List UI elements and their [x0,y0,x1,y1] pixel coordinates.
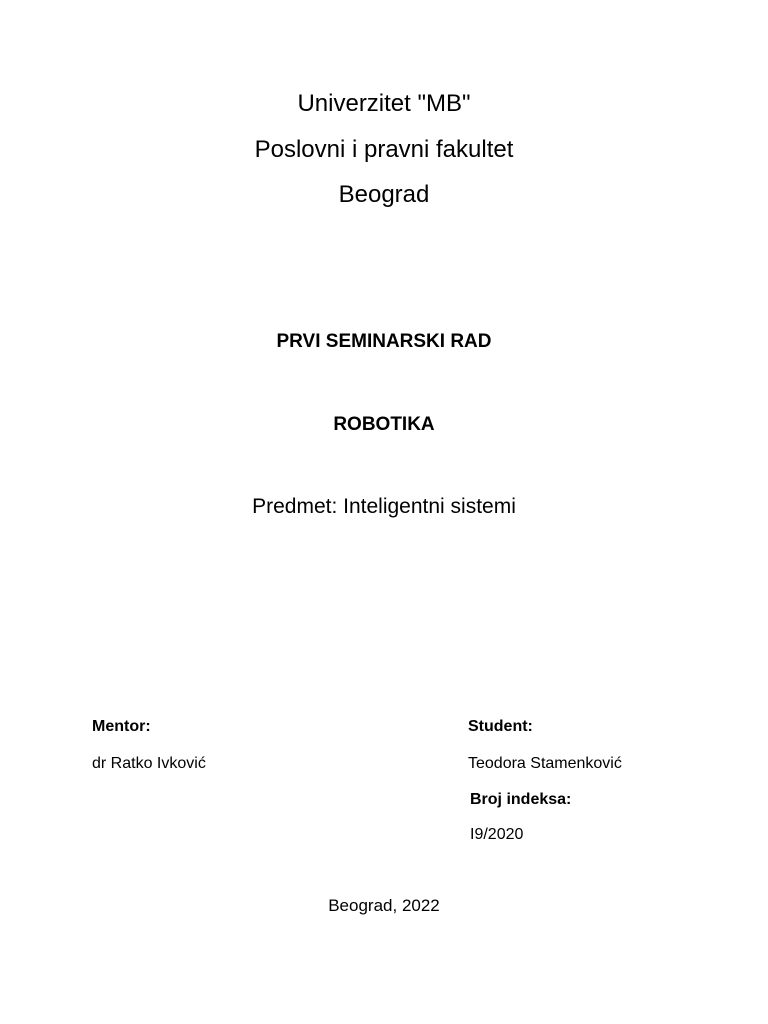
mentor-name: dr Ratko Ivković [92,755,206,772]
city-name: Beograd [338,181,430,208]
faculty-name: Poslovni i pravni fakultet [254,136,514,163]
topic-title: ROBOTIKA [333,414,435,435]
seminar-title: PRVI SEMINARSKI RAD [276,331,492,352]
student-label: Student: [468,718,533,735]
university-name: Univerzitet "MB" [297,90,471,117]
subject-line: Predmet: Inteligentni sistemi [252,495,516,518]
place-and-date: Beograd, 2022 [328,896,440,915]
index-label: Broj indeksa: [470,791,572,808]
index-value: I9/2020 [470,826,524,843]
student-name: Teodora Stamenković [468,755,622,772]
mentor-label: Mentor: [92,718,151,735]
